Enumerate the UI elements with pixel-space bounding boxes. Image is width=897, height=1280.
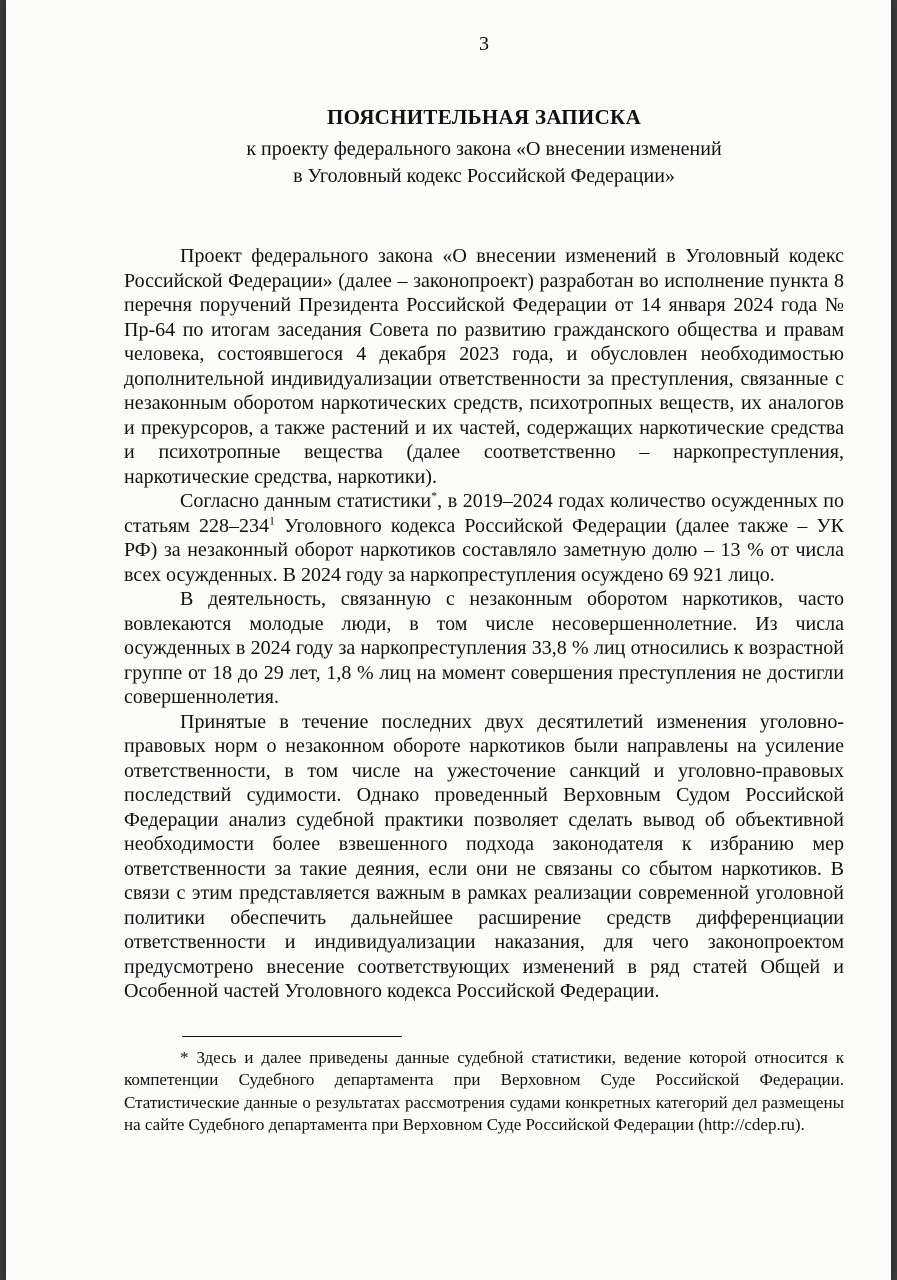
paragraph-2-part-2: , в 2019–2024 годах количество осужденных по статьям 228–234 bbox=[124, 490, 845, 537]
paragraph-2 bbox=[124, 489, 844, 587]
document-body bbox=[124, 30, 844, 1137]
paragraph-1: Проект федерального закона «О внесении изменений в Уголовный кодекс Российской Федерации» (далее – законопроект) разработан во исполнение пункта 8 перечня поручений Президента Российской Федерации от 14 января 2024 года № Пр-64 по итогам заседания Совета по развитию гражданского общества и правам человека, состоявшегося 4 декабря 2023 года, и обусловлен необходимостью дополнительной индивидуализации ответственности за преступления, связанные с незаконным оборотом наркотических средств, психотропных веществ, их аналогов и прекурсоров, а также растений и их частей, содержащих наркотические средства и психотропные вещества (далее соответственно – наркопреступления, наркотические средства, наркотики). bbox=[124, 245, 844, 488]
page-number: 3 bbox=[479, 33, 489, 55]
document-subtitle bbox=[124, 136, 844, 190]
subtitle-line-2: в Уголовный кодекс Российской Федерации» bbox=[293, 165, 675, 187]
footnote-marker[interactable]: * bbox=[431, 488, 438, 503]
subtitle-line-1: к проекту федерального закона «О внесении изменений bbox=[246, 138, 722, 160]
paragraph-4: Принятые в течение последних двух десятилетий изменения уголовно-правовых норм о незаконном обороте наркотиков были направлены на усиление ответственности, в том числе на ужесточение санкций и уголовно-правовых последствий судимости. Однако проведенный Верховным Судом Российской Федерации анализ судебной практики позволяет сделать вывод об объективной необходимости более взвешенного подхода законодателя к избранию мер ответственности за такие деяния, если они не связаны со сбытом наркотиков. В связи с этим представляется важным в рамках реализации современной уголовной политики обеспечить дальнейшее расширение средств дифференциации ответственности и индивидуализации наказания, для чего законопроектом предусмотрено внесение соответствующих изменений в ряд статей Общей и Особенной частей Уголовного кодекса Российской Федерации. bbox=[124, 710, 844, 1002]
explanatory-text bbox=[124, 244, 844, 1004]
paragraph-2-part-3: Уголовного кодекса Российской Федерации (далее также – УК РФ) за незаконный оборот наркотиков составляло заметную долю – 13 % от числа всех осужденных. В 2024 году за наркопреступления осуждено 69 921 лицо. bbox=[124, 514, 844, 586]
document-title: ПОЯСНИТЕЛЬНАЯ ЗАПИСКА bbox=[326, 105, 642, 129]
footnote-text: * Здесь и далее приведены данные судебной статистики, ведение которой относится к компетенции Судебного департамента при Верховном Суде Российской Федерации. Статистические данные о результатах рассмотрения судами конкретных категорий дел размещены на сайте Судебного департамента при Верховном Суде Российской Федерации (http://cdep.ru). bbox=[124, 1047, 844, 1135]
paragraph-2-part-1: Согласно данным статистики bbox=[180, 490, 432, 512]
footnote-divider bbox=[182, 1036, 402, 1037]
document-page bbox=[6, 0, 891, 1280]
paragraph-3: В деятельность, связанную с незаконным оборотом наркотиков, часто вовлекаются молодые люди, в том числе несовершеннолетние. Из числа осужденных в 2024 году за наркопреступления 33,8 % лиц относились к возрастной группе от 18 до 29 лет, 1,8 % лиц на момент совершения преступления не достигли совершеннолетия. bbox=[124, 588, 844, 708]
article-superscript: 1 bbox=[269, 512, 276, 527]
